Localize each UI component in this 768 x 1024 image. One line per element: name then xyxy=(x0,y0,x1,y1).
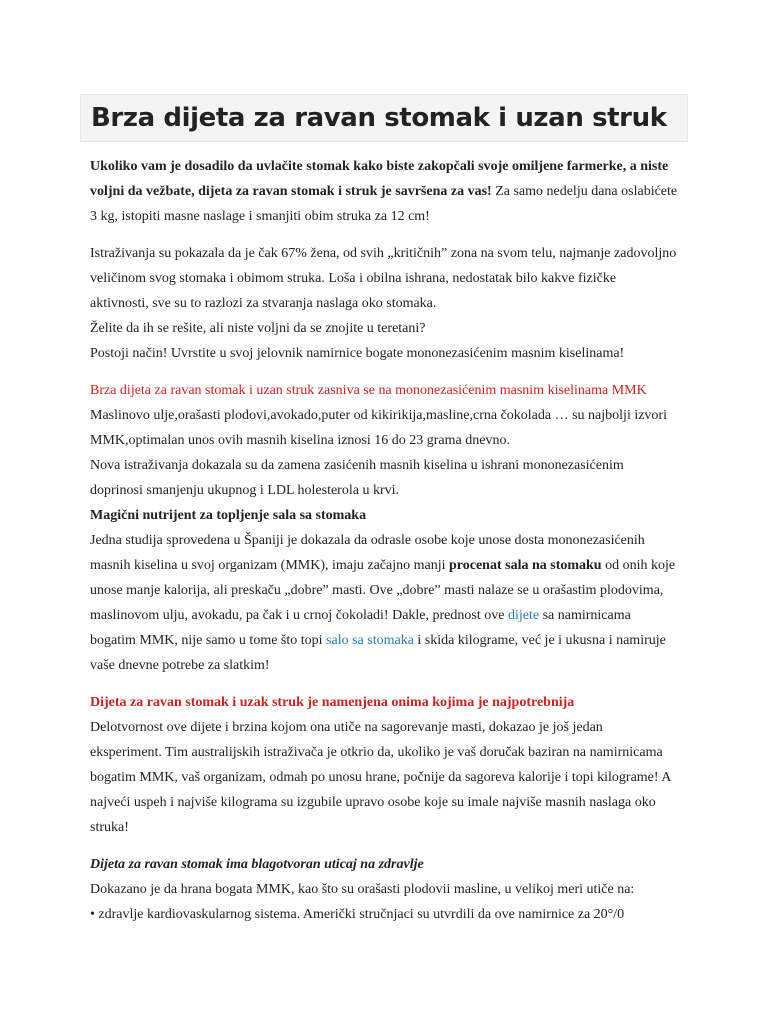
nutrient-text-a: Jedna studija sprovedena u Španiji je dokazala da odrasle osobe koje unose dosta mononezasićenih masnih kiselina u svoj organizam (MMK), imaju začajno manji xyxy=(90,533,645,573)
research-line-1: Istraživanja su pokazala da je čak 67% žena, od svih „kritičnih” zona na svom telu, najmanje zadovoljno veličinom svog stomaka i obimom struka. Loša i obilna ishrana, nedostatak bilo kakve fizičke aktivnosti, sve su to razlozi za stvaranja naslaga oko stomaka. xyxy=(90,246,677,311)
section-health-bullet: • zdravlje kardiovaskularnog sistema. Američki stručnjaci su utvrdili da ove namirnice za 20°/0 xyxy=(90,907,625,922)
section-mmk-line-2: Nova istraživanja dokazala su da zamena zasićenih masnih kiselina u ishrani mononezasićenim doprinosi smanjenju ukupnog i LDL holesterola u krvi. xyxy=(90,458,624,498)
section-nutrient-text xyxy=(90,528,678,678)
section-mmk-heading: Brza dijeta za ravan stomak i uzan struk zasniva se na mononezasićenim masnim kiselinama MMK xyxy=(90,383,647,398)
nutrient-text-bold: procenat sala na stomaku xyxy=(449,558,602,573)
section-nutrient-heading: Magični nutrijent za topljenje sala sa stomaka xyxy=(90,508,367,523)
nutrient-text-c: sa namirnicama bogatim MMK, nije samo u tome što topi xyxy=(90,608,631,648)
intro-bold-text: Ukoliko vam je dosadilo da uvlačite stomak kako biste zakopčali svoje omiljene farmerke, a niste voljni da vežbate, dijeta za ravan stomak i struk je savršena za vas! xyxy=(90,159,669,199)
section-target xyxy=(90,690,678,840)
title-box xyxy=(80,94,688,142)
paragraph-research xyxy=(90,241,678,366)
article-title: Brza dijeta za ravan stomak i uzan struk xyxy=(91,103,667,133)
section-health-text: Dokazano je da hrana bogata MMK, kao što su orašasti plodovii masline, u velikoj meri utiče na: xyxy=(90,882,635,897)
link-dijete[interactable]: dijete xyxy=(507,608,540,623)
link-salo-sa-stomaka[interactable]: salo sa stomaka xyxy=(326,633,414,648)
section-mmk xyxy=(90,378,678,678)
research-line-2: Želite da ih se rešite, ali niste voljni da se znojite u teretani? xyxy=(90,321,426,336)
nutrient-text-d: i skida kilograme, već je i ukusna i namiruje vaše dnevne potrebe za slatkim! xyxy=(90,633,666,673)
section-target-heading: Dijeta za ravan stomak i uzak struk je namenjena onima kojima je najpotrebnija xyxy=(90,695,575,710)
section-health-heading: Dijeta za ravan stomak ima blagotvoran uticaj na zdravlje xyxy=(90,857,424,872)
intro-rest-text: Za samo nedelju dana oslabićete 3 kg, istopiti masne naslage i smanjiti obim struka za 12 cm! xyxy=(90,184,678,224)
intro-paragraph xyxy=(90,154,678,229)
research-line-3: Postoji način! Uvrstite u svoj jelovnik namirnice bogate mononezasićenim masnim kiselinama! xyxy=(90,346,625,361)
section-target-text: Delotvornost ove dijete i brzina kojom ona utiče na sagorevanje masti, dokazao je još jedan eksperiment. Tim australijskih istraživača je otkrio da, ukoliko je vaš doručak baziran na namirnicama bogatim MMK, vaš organizam, odmah po unosu hrane, počnije da sagoreva kalorije i topi kilograme! A najveći uspeh i najviše kilograma su izgubile upravo osobe koje su imale najviše masnih naslaga oko struka! xyxy=(90,720,671,835)
nutrient-text-b: od onih koje unose manje kalorija, ali preskaču „dobre” masti. Ove „dobre” masti nalaze se u orašastim plodovima, maslinovom ulju, avokadu, pa čak i u crnoj čokoladi! Dakle, prednost ove xyxy=(90,558,676,623)
section-mmk-line-1: Maslinovo ulje,orašasti plodovi,avokado,puter od kikirikija,masline,crna čokolada … su najbolji izvori MMK,optimalan unos ovih masnih kiselina iznosi 16 do 23 grama dnevno. xyxy=(90,408,667,448)
article-body xyxy=(80,154,688,927)
article xyxy=(80,94,688,927)
section-health xyxy=(90,852,678,927)
